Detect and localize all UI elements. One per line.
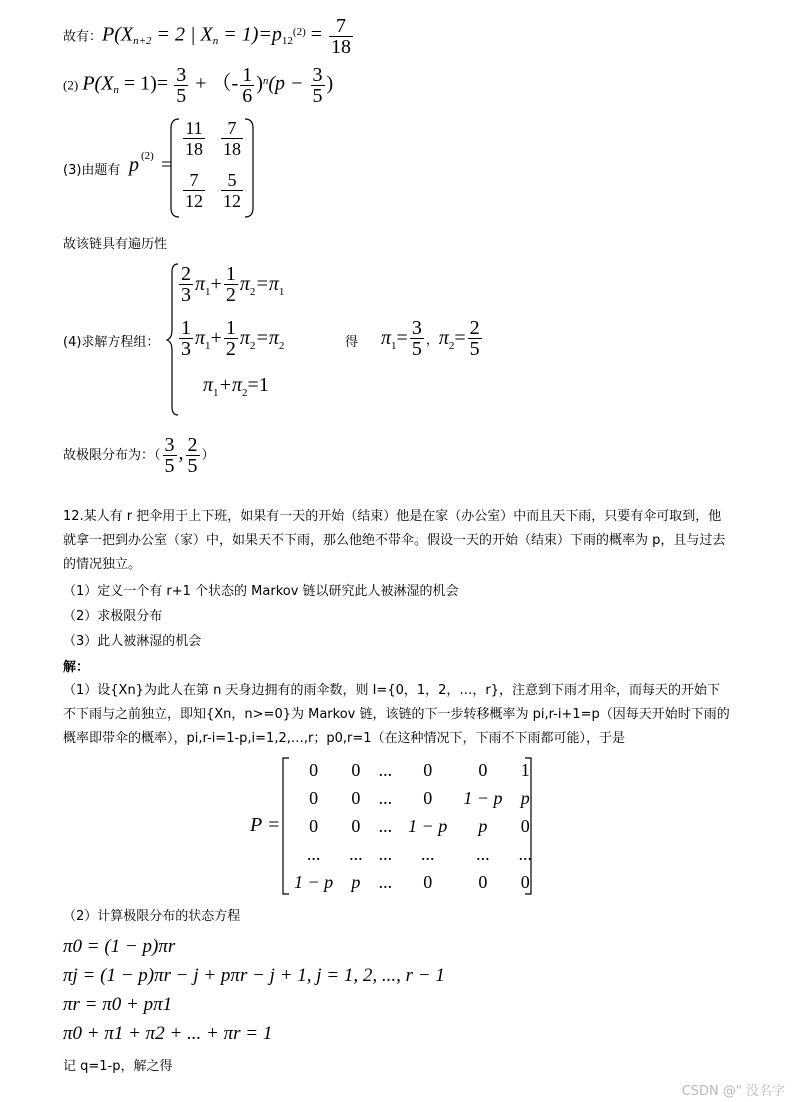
matrix-cell: 0 bbox=[351, 787, 361, 808]
matrix-row bbox=[286, 784, 540, 812]
equation-line: πr = π0 + pπ1 bbox=[63, 994, 173, 1015]
equation-2: $\frac{1}{3}$ $\pi_1+$ $\frac{1}{2}$ $\pi_2=\pi_2$ bbox=[181, 317, 285, 360]
matrix-cell: 0 bbox=[423, 759, 433, 780]
fraction: $\frac{7}{18}$ bbox=[331, 15, 352, 59]
equation-line: πj = (1 − p)πr − j + pπr − j + 1, j = 1, 2, ..., r − 1 bbox=[63, 965, 445, 986]
note: 记 q=1-p，解之得 bbox=[63, 1059, 173, 1074]
equation-3: $\pi_1+\pi_2=1$ bbox=[203, 374, 269, 399]
line-1: 故有：$P(X_{n+2} = 2$ | $X_n = 1)=p_{12}^{(2)}$ = $\frac{7}{18}$ bbox=[63, 15, 352, 59]
matrix-cell: p bbox=[351, 871, 361, 892]
matrix-cell: ... bbox=[420, 843, 435, 864]
state-equations bbox=[63, 932, 445, 1048]
matrix-cell: ... bbox=[378, 787, 393, 808]
question-12-part-1: （1）定义一个有 r+1 个状态的 Markov 链以研究此人被淋湿的机会 bbox=[63, 584, 459, 599]
matrix-cell: ... bbox=[518, 843, 532, 864]
equation-line: π0 = (1 − p)πr bbox=[63, 936, 176, 957]
matrix-cell: 0 bbox=[423, 871, 433, 892]
matrix-cell: 0 bbox=[478, 871, 488, 892]
question-12-part-2: （2）求极限分布 bbox=[63, 609, 163, 624]
line-1-prefix: 故有： bbox=[63, 29, 103, 45]
matrix-cell: ... bbox=[378, 815, 393, 836]
fraction: $\frac{3}{5}$ bbox=[312, 64, 323, 108]
matrix-cell: 1 − p bbox=[294, 871, 334, 892]
matrix-cell: 0 bbox=[351, 759, 361, 780]
matrix-cell: 0 bbox=[309, 787, 319, 808]
matrix-cell: 1 − p bbox=[463, 787, 503, 808]
matrix-cell: 0 bbox=[309, 759, 319, 780]
ergodic-text: 故该链具有遍历性 bbox=[63, 237, 168, 252]
answer-2: （2）计算极限分布的状态方程 bbox=[63, 909, 241, 924]
question-12-stem: 12.某人有 r 把伞用于上下班，如果有一天的开始（结束）他是在家（办公室）中而且天下雨，只要有伞可取到，他就拿一把到办公室（家）中，如果天不下雨，那么他绝不带伞。假设一天的开始（结束）下雨的概率为 p，且与过去的情况独立。 bbox=[63, 509, 726, 572]
matrix-cell: ... bbox=[349, 843, 363, 864]
watermark: CSDN @" 没名字 bbox=[681, 1084, 785, 1099]
matrix-cell: 1 bbox=[520, 759, 530, 780]
answer-1: （1）设{Xn}为此人在第 n 天身边拥有的雨伞数，则 I={0，1，2，…，r}，注意到下雨才用伞，而每天的开始下不下雨与之前独立，即知{Xn，n>=0}为 Markov 链，该链的下一步转移概率为 pi,r-i+1=p（因每天开始时下雨的概率即带伞的概率），pi,r-i=1-p,i=1,2,…,r；p0,r=1（在这种情况下，下雨不下雨都可能），于是 bbox=[63, 683, 730, 746]
equation-line: π0 + π1 + π2 + ... + πr = 1 bbox=[63, 1023, 273, 1044]
transition-matrix bbox=[286, 756, 540, 896]
matrix-cell: 0 bbox=[520, 815, 530, 836]
line-2: (2) $P(X_n = 1)=$ $\frac{3}{5}$ + （- $\frac{1}{6}$ )$^n$(p − $\frac{3}{5}$ ) bbox=[63, 64, 334, 108]
matrix-cell: 1 − p bbox=[408, 815, 448, 836]
limit-distribution: 故极限分布为：（ $\frac{3}{5}$ , $\frac{2}{5}$ ） bbox=[63, 434, 215, 477]
matrix-cell: ... bbox=[378, 871, 393, 892]
fraction: $\frac{3}{5}$ bbox=[176, 64, 187, 108]
equation-system: (4)求解方程组： $\frac{2}{3}$ $\pi_1+$ $\frac{1}{2}$ $\pi_2=\pi_1$ $\frac{1}{3}$ $\pi_1+$ $\frac{1}{2}$ $\pi_2=\pi_2$ $\pi_1+\pi_2=1$ 得 $\pi_1=$ $\frac{3}{5}$ ，$\pi_2=$ $\frac{2}{5}$ bbox=[63, 262, 543, 417]
matrix-row bbox=[286, 756, 540, 784]
fraction: $\frac{1}{6}$ bbox=[242, 64, 253, 108]
matrix-row bbox=[286, 868, 540, 896]
solution-label: 解： bbox=[63, 660, 90, 675]
matrix-cell: ... bbox=[378, 759, 393, 780]
matrix-row bbox=[286, 812, 540, 840]
matrix-cell: 0 bbox=[309, 815, 319, 836]
matrix-cell: ... bbox=[306, 843, 321, 864]
transition-matrix-block: P = 0 0 ... 0 0 1 0 0 ... 0 1 − p p 0 0 ... 1 − p p 0 ... ... ... ... ... ... 1 − p p ... 0 0 0 bbox=[250, 756, 540, 896]
matrix-cell: p bbox=[478, 815, 488, 836]
matrix-cell: 0 bbox=[351, 815, 361, 836]
matrix-row bbox=[286, 840, 540, 868]
matrix-cell: 0 bbox=[423, 787, 433, 808]
question-12-part-3: （3）此人被淋湿的机会 bbox=[63, 634, 202, 649]
equation-1: $\frac{2}{3}$ $\pi_1+$ $\frac{1}{2}$ $\pi_2=\pi_1$ bbox=[181, 263, 285, 306]
matrix-cell: 0 bbox=[478, 759, 488, 780]
matrix-cell: ... bbox=[378, 843, 393, 864]
matrix-cell: p bbox=[520, 787, 530, 808]
matrix-cell: ... bbox=[476, 843, 490, 864]
solution: $\pi_1=$ $\frac{3}{5}$ ，$\pi_2=$ $\frac{2}{5}$ bbox=[381, 317, 480, 360]
matrix-cell: 0 bbox=[520, 871, 530, 892]
